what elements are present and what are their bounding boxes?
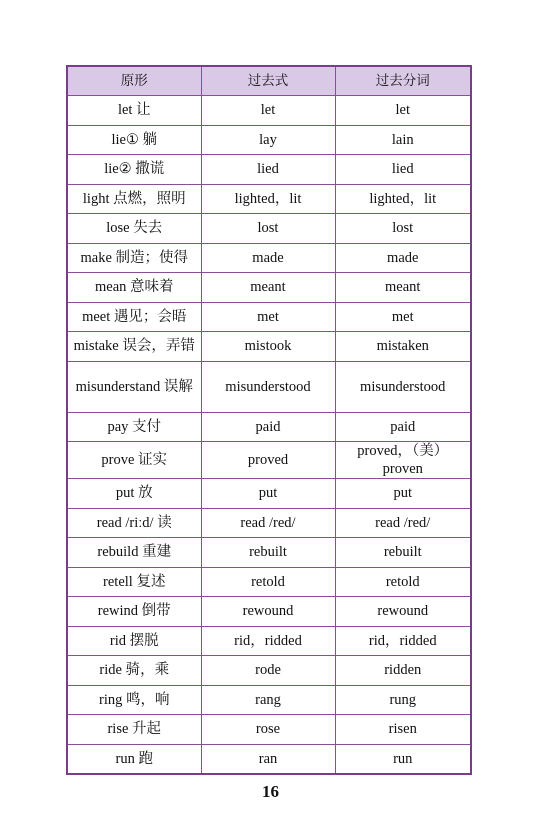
past-participle-cell: lain — [335, 125, 471, 155]
base-form-cell: rebuild 重建 — [67, 538, 201, 568]
past-tense-cell: put — [201, 479, 335, 509]
base-form-cell: lie① 躺 — [67, 125, 201, 155]
base-form-cell: misunderstand 误解 — [67, 361, 201, 412]
table-row — [67, 597, 471, 627]
past-participle-cell: lost — [335, 214, 471, 244]
past-participle-cell: risen — [335, 715, 471, 745]
past-tense-cell: ran — [201, 744, 335, 774]
base-form-cell: rid 摆脱 — [67, 626, 201, 656]
table-row — [67, 656, 471, 686]
past-tense-cell: mistook — [201, 332, 335, 362]
table-row — [67, 538, 471, 568]
past-tense-cell: lost — [201, 214, 335, 244]
past-participle-cell: put — [335, 479, 471, 509]
base-form-cell: run 跑 — [67, 744, 201, 774]
table-row — [67, 273, 471, 303]
table-row — [67, 715, 471, 745]
table-row — [67, 412, 471, 442]
base-form-cell: ring 鸣，响 — [67, 685, 201, 715]
past-participle-cell: lighted，lit — [335, 184, 471, 214]
table-row — [67, 479, 471, 509]
header-row — [67, 66, 471, 96]
header-past-participle: 过去分词 — [335, 66, 471, 96]
past-participle-cell: run — [335, 744, 471, 774]
past-tense-cell: paid — [201, 412, 335, 442]
past-tense-cell: read /red/ — [201, 508, 335, 538]
past-tense-cell: rid，ridded — [201, 626, 335, 656]
base-form-cell: pay 支付 — [67, 412, 201, 442]
past-tense-cell: proved — [201, 442, 335, 479]
past-participle-cell: let — [335, 96, 471, 126]
base-form-cell: let 让 — [67, 96, 201, 126]
base-form-cell: retell 复述 — [67, 567, 201, 597]
table-row — [67, 567, 471, 597]
table-row — [67, 442, 471, 479]
table-row — [67, 155, 471, 185]
table-row — [67, 361, 471, 412]
base-form-cell: lie② 撒谎 — [67, 155, 201, 185]
past-participle-cell: misunderstood — [335, 361, 471, 412]
base-form-cell: meet 遇见；会晤 — [67, 302, 201, 332]
base-form-cell: prove 证实 — [67, 442, 201, 479]
past-tense-cell: met — [201, 302, 335, 332]
table-header — [67, 66, 471, 96]
base-form-cell: make 制造；使得 — [67, 243, 201, 273]
past-tense-cell: rode — [201, 656, 335, 686]
past-participle-cell: mistaken — [335, 332, 471, 362]
past-participle-cell: met — [335, 302, 471, 332]
base-form-cell: rise 升起 — [67, 715, 201, 745]
base-form-cell: mistake 误会，弄错 — [67, 332, 201, 362]
verb-table-container — [66, 65, 470, 775]
base-form-cell: rewind 倒带 — [67, 597, 201, 627]
past-participle-cell: retold — [335, 567, 471, 597]
table-body — [67, 96, 471, 775]
past-participle-cell: rebuilt — [335, 538, 471, 568]
table-row — [67, 125, 471, 155]
table-row — [67, 243, 471, 273]
table-row — [67, 744, 471, 774]
past-participle-cell: ridden — [335, 656, 471, 686]
table-row — [67, 184, 471, 214]
base-form-cell: read /riːd/ 读 — [67, 508, 201, 538]
past-participle-cell: proved，（美）proven — [335, 442, 471, 479]
past-participle-cell: rid，ridded — [335, 626, 471, 656]
header-base-form: 原形 — [67, 66, 201, 96]
past-tense-cell: rebuilt — [201, 538, 335, 568]
past-tense-cell: misunderstood — [201, 361, 335, 412]
past-participle-cell: read /red/ — [335, 508, 471, 538]
base-form-cell: lose 失去 — [67, 214, 201, 244]
past-tense-cell: lay — [201, 125, 335, 155]
past-tense-cell: rose — [201, 715, 335, 745]
past-participle-cell: rewound — [335, 597, 471, 627]
past-participle-cell: meant — [335, 273, 471, 303]
base-form-cell: mean 意味着 — [67, 273, 201, 303]
past-participle-cell: rung — [335, 685, 471, 715]
past-tense-cell: retold — [201, 567, 335, 597]
table-row — [67, 332, 471, 362]
base-form-cell: ride 骑，乘 — [67, 656, 201, 686]
irregular-verbs-table — [66, 65, 472, 775]
table-row — [67, 214, 471, 244]
past-participle-cell: made — [335, 243, 471, 273]
base-form-cell: light 点燃，照明 — [67, 184, 201, 214]
past-tense-cell: lied — [201, 155, 335, 185]
past-tense-cell: made — [201, 243, 335, 273]
past-participle-cell: lied — [335, 155, 471, 185]
table-row — [67, 508, 471, 538]
table-row — [67, 96, 471, 126]
base-form-cell: put 放 — [67, 479, 201, 509]
page-number: 16 — [262, 782, 279, 801]
header-past-tense: 过去式 — [201, 66, 335, 96]
past-tense-cell: rewound — [201, 597, 335, 627]
past-participle-cell: paid — [335, 412, 471, 442]
past-tense-cell: lighted，lit — [201, 184, 335, 214]
table-row — [67, 685, 471, 715]
past-tense-cell: meant — [201, 273, 335, 303]
past-tense-cell: rang — [201, 685, 335, 715]
table-row — [67, 302, 471, 332]
past-tense-cell: let — [201, 96, 335, 126]
table-row — [67, 626, 471, 656]
